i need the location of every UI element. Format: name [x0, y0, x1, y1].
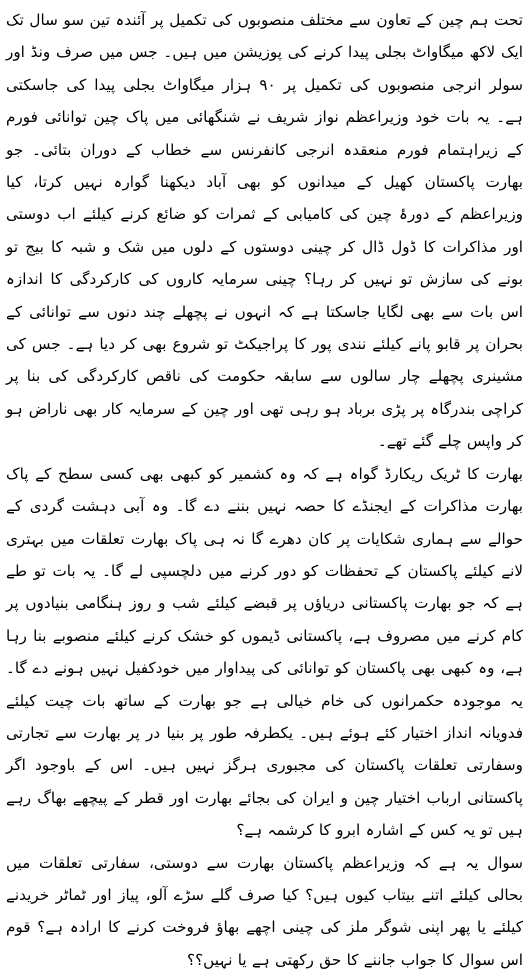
- article-paragraph-2: بھارت کا ٹریک ریکارڈ گواہ ہے کہ وہ کشمیر کو کبھی بھی کسی سطح کے پاک بھارت مذاکرات کے ایجنڈے کا حصہ نہیں بننے دے گا۔ وہ آبی دہشت گردی کے حوالے سے ہماری شکایات پر کان دھرے گا نہ ہی پاک بھارت تعلقات میں بہتری لانے کیلئے پاکستان کے تحفظات کو دور کرنے میں دلچسپی لے گا۔ یہ بات تو طے ہے کہ جو بھارت پاکستانی دریاؤں پر قبضے کیلئے شب و روز ہنگامی بنیادوں پر کام کرنے میں مصروف ہے، پاکستانی ڈیموں کو خشک کرنے کیلئے منصوبے بنا رہا ہے، وہ کبھی بھی پاکستان کو توانائی کی پیداوار میں خودکفیل نہیں ہونے دے گا۔ یہ موجودہ حکمرانوں کی خام خیالی ہے جو بھارت کے ساتھ بات چیت کیلئے فدویانہ انداز اختیار کئے ہوئے ہیں۔ یکطرفہ طور پر بنیا در پر بھارت سے تجارتی وسفارتی تعلقات پاکستان کی مجبوری ہرگز نہیں ہیں۔ اس کے باوجود اگر پاکستانی ارباب اختیار چین و ایران کی بجائے بھارت اور قطر کے پیچھے بھاگ رہے ہیں تو یہ کس کے اشارہ ابرو کا کرشمہ ہے؟: [6, 464, 523, 840]
- article-paragraph-1: تحت ہم چین کے تعاون سے مختلف منصوبوں کی تکمیل پر آئندہ تین سو سال تک ایک لاکھ میگاواٹ بجلی پیدا کرنے کی پوزیشن میں ہیں۔ جس میں صرف ونڈ اور سولر انرجی منصوبوں کی تکمیل پر ۹۰ ہزار میگاواٹ بجلی پیدا کی جاسکتی ہے۔ یہ بات خود وزیراعظم نواز شریف نے شنگھائی میں پاک چین توانائی فورم کے زیراہتمام فورم منعقدہ انرجی کانفرنس سے خطاب کے دوران بتائی۔ جو بھارت پاکستان کھیل کے میدانوں کو بھی آباد دیکھنا گوارہ نہیں کرتا، کیا وزیراعظم کے دورۂ چین کی کامیابی کے ثمرات کو ضائع کرنے کیلئے اب دوستی اور مذاکرات کا ڈول ڈال کر چینی دوستوں کے دلوں میں شک و شبہ کا بیج تو بونے کی سازش تو نہیں کر رہا؟ چینی سرمایہ کاروں کی کارکردگی کا اندازہ اس بات سے بھی لگایا جاسکتا ہے کہ انہوں نے پچھلے چند دنوں سے توانائی کے بحران پر قابو پانے کیلئے نندی پور کا پراجیکٹ تو شروع بھی کر دیا ہے۔ جس کی مشینری پچھلے چار سالوں سے سابقہ حکومت کی ناقص کارکردگی کی بنا پر کراچی بندرگاہ پر پڑی برباد ہو رہی تھی اور چین کے سرمایہ کار بھی ناراض ہو کر واپس چلے گئے تھے۔: [6, 11, 523, 451]
- article-paragraph-3: سوال یہ ہے کہ وزیراعظم پاکستان بھارت سے دوستی، سفارتی تعلقات میں بحالی کیلئے اتنے بیتاب کیوں ہیں؟ کیا صرف گلے سڑے آلو، پیاز اور ٹماٹر خریدنے کیلئے یا پھر اپنی شوگر ملز کی چینی اچھے بھاؤ فروخت کرنے کا ارادہ ہے؟ قوم اس سوال کا جواب جاننے کا حق رکھتی ہے یا نہیں؟؟: [6, 853, 523, 969]
